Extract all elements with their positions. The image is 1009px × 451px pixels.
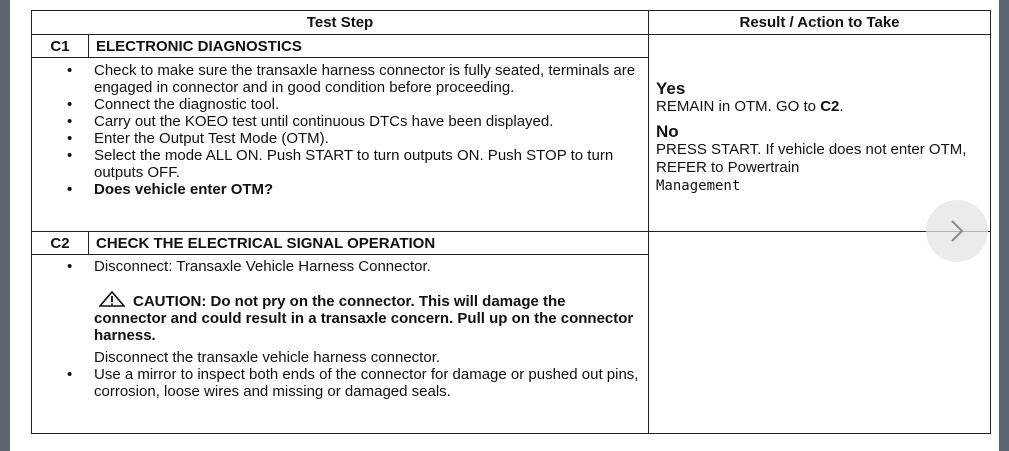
next-page-button[interactable] — [926, 200, 988, 262]
caution-text: CAUTION: Do not pry on the connector. This will damage the connector and could result in a transaxle concern. Pull up on the connector harness. — [94, 293, 634, 344]
c1-bullet-4: • Enter the Output Test Mode (OTM). — [94, 130, 640, 147]
window-frame-left — [0, 0, 10, 451]
c2-title-row — [32, 232, 991, 255]
step-title-c1: ELECTRONIC DIAGNOSTICS — [89, 35, 649, 58]
step-title-c2: CHECK THE ELECTRICAL SIGNAL OPERATION — [89, 232, 649, 255]
c2-bullet-1: • Disconnect: Transaxle Vehicle Harness Connector. — [94, 258, 640, 275]
header-result-action: Result / Action to Take — [649, 11, 991, 35]
c1-bullet-1: • Check to make sure the transaxle harness connector is fully seated, terminals are engaged in connector and in good condition before proceeding. — [94, 62, 640, 96]
c1-question: • Does vehicle enter OTM? — [94, 181, 640, 198]
test-step-table — [31, 10, 991, 434]
chevron-right-icon — [950, 219, 964, 243]
c2-steps-cell — [32, 255, 649, 434]
powertrain-management-link[interactable]: Management — [656, 178, 741, 194]
c1-title-row — [32, 35, 991, 58]
result-no-text: PRESS START. If vehicle does not enter OTM, REFER to Powertrain Management — [656, 141, 967, 194]
goto-c2-link[interactable]: C2 — [820, 98, 840, 115]
c1-bullet-2: • Connect the diagnostic tool. — [94, 96, 640, 113]
warning-triangle-icon — [99, 291, 125, 307]
result-yes-label: Yes — [656, 79, 686, 98]
table-header-row — [32, 11, 991, 35]
result-yes-text: REMAIN in OTM. GO to C2. — [656, 98, 844, 115]
c2-bullet-2: • Use a mirror to inspect both ends of the connector for damage or pushed out pins, corrosion, loose wires and missing or damaged seals. — [94, 366, 640, 400]
c2-plain-step: Disconnect the transaxle vehicle harness connector. — [94, 349, 441, 366]
result-no-label: No — [656, 122, 679, 141]
step-id-c2: C2 — [32, 232, 89, 255]
window-frame-right — [999, 0, 1009, 451]
c1-steps-cell — [32, 58, 649, 232]
step-id-c1: C1 — [32, 35, 89, 58]
c1-bullet-5: • Select the mode ALL ON. Push START to turn outputs ON. Push STOP to turn outputs OFF. — [94, 147, 640, 181]
c1-bullet-3: • Carry out the KOEO test until continuous DTCs have been displayed. — [94, 113, 640, 130]
header-test-step: Test Step — [32, 11, 649, 35]
c1-result-cell — [649, 35, 991, 232]
caution-notice — [94, 291, 640, 344]
c2-result-cell — [649, 232, 991, 434]
